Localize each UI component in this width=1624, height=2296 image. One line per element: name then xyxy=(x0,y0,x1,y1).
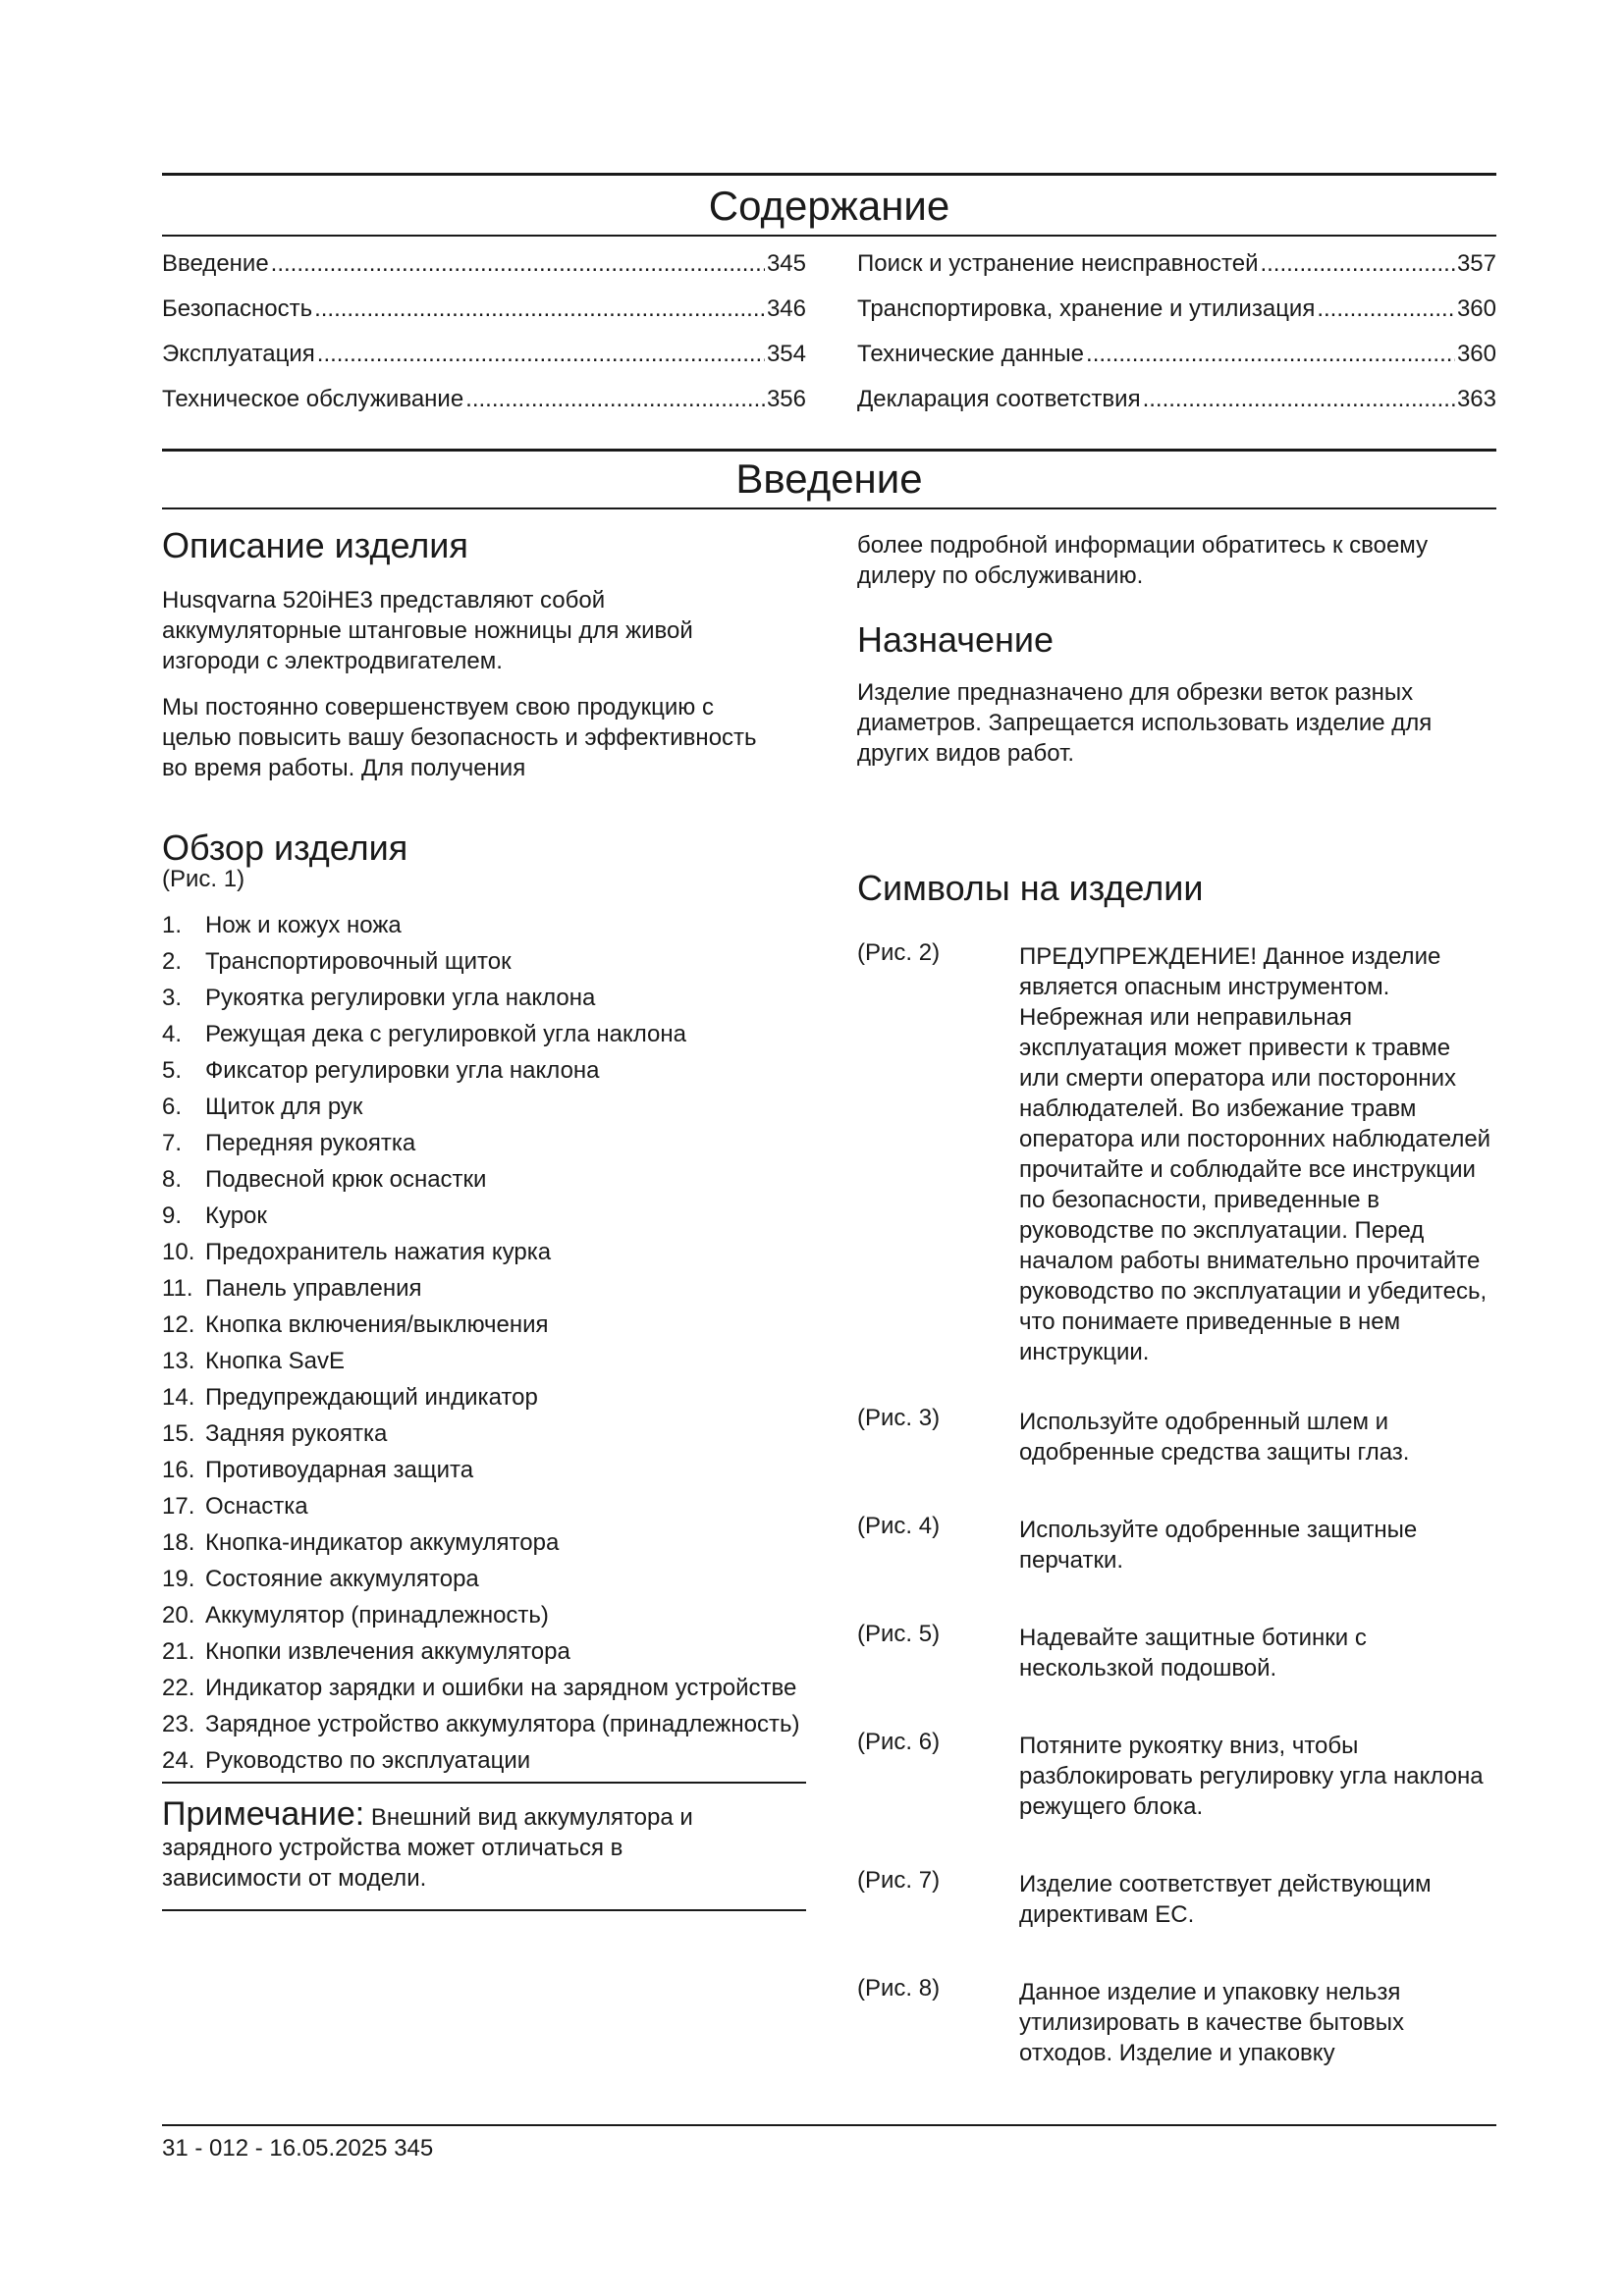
overview-item-text: Панель управления xyxy=(205,1275,422,1302)
overview-item-number: 18. xyxy=(162,1529,195,1556)
symbol-description: Данное изделие и упаковку нельзя утилизировать в качестве бытовых отходов. Изделие и упаковку xyxy=(1019,1979,1405,2066)
symbol-description: Используйте одобренные защитные перчатки. xyxy=(1019,1517,1418,1574)
intro-title-rule xyxy=(162,507,1496,509)
symbol-figure-ref: (Рис. 7) xyxy=(857,1867,941,1894)
overview-item-number: 3. xyxy=(162,985,183,1011)
overview-item xyxy=(162,983,806,1013)
overview-item xyxy=(162,1128,806,1158)
symbol-figure-ref: (Рис. 5) xyxy=(857,1621,941,1647)
symbol-row xyxy=(857,1865,1496,1930)
overview-item xyxy=(162,1491,806,1522)
overview-item-text: Оснастка xyxy=(205,1493,308,1520)
overview-item xyxy=(162,1055,806,1086)
note-label: Примечание: xyxy=(162,1795,365,1833)
toc-top-rule xyxy=(162,173,1496,176)
symbols-heading: Символы на изделии xyxy=(857,868,1204,908)
right-column xyxy=(857,530,1496,2068)
purpose-heading: Назначение xyxy=(857,619,1055,660)
symbol-description: Надевайте защитные ботинки с нескользкой подошвой. xyxy=(1019,1625,1367,1682)
overview-item-text: Кнопка SavE xyxy=(205,1348,345,1374)
overview-item-number: 6. xyxy=(162,1094,183,1120)
description-paragraph: Мы постоянно совершенствуем свою продукцию с целью повысить вашу безопасность и эффективность во время работы. Для получения xyxy=(162,694,757,781)
toc-entry[interactable]: Безопасность ..... 346 xyxy=(162,294,806,340)
symbol-row xyxy=(857,1727,1496,1822)
overview-item-text: Транспортировочный щиток xyxy=(205,948,512,975)
toc-entry[interactable]: Поиск и устранение неисправностей ..... 357 xyxy=(857,249,1496,294)
overview-item-text: Рукоятка регулировки угла наклона xyxy=(205,985,596,1011)
overview-item-text: Предупреждающий индикатор xyxy=(205,1384,538,1411)
overview-item-text: Зарядное устройство аккумулятора (принадлежность) xyxy=(205,1711,800,1737)
overview-item-number: 8. xyxy=(162,1166,183,1193)
overview-item-number: 17. xyxy=(162,1493,195,1520)
symbol-description: Потяните рукоятку вниз, чтобы разблокировать регулировку угла наклона режущего блока. xyxy=(1019,1733,1484,1820)
overview-item-text: Подвесной крюк оснастки xyxy=(205,1166,487,1193)
overview-heading: Обзор изделия xyxy=(162,828,408,868)
toc-entry[interactable]: Декларация соответствия ..... 363 xyxy=(857,385,1496,430)
overview-item xyxy=(162,1309,806,1340)
symbol-row xyxy=(857,1619,1496,1683)
footer-code: 31 - 012 - 16.05.2025 xyxy=(162,2135,388,2162)
overview-item-number: 5. xyxy=(162,1057,183,1084)
overview-figure-ref: (Рис. 1) xyxy=(162,866,245,892)
overview-item xyxy=(162,910,806,940)
overview-item-text: Нож и кожух ножа xyxy=(205,912,402,938)
toc-title-rule xyxy=(162,235,1496,237)
overview-item-text: Противоударная защита xyxy=(205,1457,474,1483)
symbol-row xyxy=(857,1403,1496,1468)
note-top-rule xyxy=(162,1782,806,1784)
overview-item-text: Фиксатор регулировки угла наклона xyxy=(205,1057,600,1084)
symbol-row xyxy=(857,1973,1496,2068)
symbol-row xyxy=(857,937,1496,1367)
toc-entry[interactable]: Эксплуатация ..... 354 xyxy=(162,340,806,385)
symbol-figure-ref: (Рис. 4) xyxy=(857,1513,941,1539)
overview-item-text: Предохранитель нажатия курка xyxy=(205,1239,552,1265)
page-number: 345 xyxy=(394,2135,434,2162)
overview-item-number: 19. xyxy=(162,1566,195,1592)
overview-item xyxy=(162,1201,806,1231)
overview-item-number: 2. xyxy=(162,948,183,975)
intro-title: Введение xyxy=(735,455,923,502)
overview-item-number: 20. xyxy=(162,1602,195,1629)
overview-item xyxy=(162,1564,806,1594)
symbol-figure-ref: (Рис. 3) xyxy=(857,1405,941,1431)
overview-item-number: 12. xyxy=(162,1311,195,1338)
toc-entry[interactable]: Техническое обслуживание ..... 356 xyxy=(162,385,806,430)
note-block xyxy=(162,1795,751,1894)
symbols-list xyxy=(857,937,1496,2068)
overview-item xyxy=(162,1709,806,1739)
overview-item-text: Задняя рукоятка xyxy=(205,1420,388,1447)
symbol-description: Изделие соответствует действующим директивам ЕС. xyxy=(1019,1871,1432,1928)
overview-item-text: Режущая дека с регулировкой угла наклона xyxy=(205,1021,686,1047)
overview-item-number: 14. xyxy=(162,1384,195,1411)
overview-item-text: Индикатор зарядки и ошибки на зарядном устройстве xyxy=(205,1675,797,1701)
overview-item xyxy=(162,1636,806,1667)
left-column xyxy=(162,524,806,1911)
overview-item-number: 11. xyxy=(162,1275,193,1302)
overview-item xyxy=(162,1092,806,1122)
overview-item-number: 13. xyxy=(162,1348,195,1374)
overview-item xyxy=(162,1527,806,1558)
toc-left-column xyxy=(162,249,806,430)
symbol-description: ПРЕДУПРЕЖДЕНИЕ! Данное изделие является опасным инструментом. Небрежная или неправильная эксплуатация может привести к травме или смерти оператора или посторонних наблюдателей. Во избежание травм оператора или посторонних наблюдателей прочитайте и соблюдайте все инструкции по безопасности, приведенные в руководстве по эксплуатации. Перед началом работы внимательно прочитайте руководство по эксплуатации и убедитесь, что понимаете приведенные в нем инструкции. xyxy=(1019,943,1491,1365)
symbol-figure-ref: (Рис. 2) xyxy=(857,939,941,966)
page-footer xyxy=(162,2134,433,2163)
overview-item-text: Аккумулятор (принадлежность) xyxy=(205,1602,549,1629)
overview-item-text: Руководство по эксплуатации xyxy=(205,1747,531,1774)
symbol-description: Используйте одобренный шлем и одобренные средства защиты глаз. xyxy=(1019,1409,1410,1466)
overview-list xyxy=(162,910,806,1776)
overview-item-number: 22. xyxy=(162,1675,195,1701)
overview-item xyxy=(162,1745,806,1776)
note-bottom-rule xyxy=(162,1909,806,1911)
description-heading: Описание изделия xyxy=(162,525,468,565)
overview-item xyxy=(162,1019,806,1049)
overview-item xyxy=(162,1346,806,1376)
symbol-figure-ref: (Рис. 8) xyxy=(857,1975,941,2002)
overview-item-number: 10. xyxy=(162,1239,195,1265)
overview-item xyxy=(162,1600,806,1630)
overview-item-text: Кнопка-индикатор аккумулятора xyxy=(205,1529,560,1556)
description-continuation: более подробной информации обратитесь к своему дилеру по обслуживанию. xyxy=(857,532,1429,589)
overview-item xyxy=(162,1673,806,1703)
overview-item-number: 1. xyxy=(162,912,183,938)
description-paragraph: Husqvarna 520iHE3 представляют собой аккумуляторные штанговые ножницы для живой изгороди с электродвигателем. xyxy=(162,587,693,674)
overview-item xyxy=(162,946,806,977)
overview-item-text: Щиток для рук xyxy=(205,1094,363,1120)
overview-item-number: 16. xyxy=(162,1457,195,1483)
overview-item-text: Кнопка включения/выключения xyxy=(205,1311,549,1338)
overview-item-text: Кнопки извлечения аккумулятора xyxy=(205,1638,570,1665)
symbol-figure-ref: (Рис. 6) xyxy=(857,1729,941,1755)
toc-entry[interactable]: Транспортировка, хранение и утилизация ..... 360 xyxy=(857,294,1496,340)
symbol-row xyxy=(857,1511,1496,1575)
overview-item-number: 9. xyxy=(162,1202,183,1229)
overview-item-number: 21. xyxy=(162,1638,195,1665)
overview-item-number: 24. xyxy=(162,1747,195,1774)
overview-item-text: Состояние аккумулятора xyxy=(205,1566,479,1592)
overview-item xyxy=(162,1418,806,1449)
purpose-paragraph: Изделие предназначено для обрезки веток разных диаметров. Запрещается использовать изделие для других видов работ. xyxy=(857,679,1433,767)
overview-item xyxy=(162,1164,806,1195)
toc-right-column xyxy=(857,249,1496,430)
overview-item-number: 15. xyxy=(162,1420,195,1447)
overview-item xyxy=(162,1455,806,1485)
overview-item xyxy=(162,1237,806,1267)
overview-item-number: 23. xyxy=(162,1711,195,1737)
overview-item-text: Передняя рукоятка xyxy=(205,1130,416,1156)
overview-item xyxy=(162,1273,806,1304)
intro-top-rule xyxy=(162,449,1496,452)
overview-item-number: 4. xyxy=(162,1021,183,1047)
toc-title: Содержание xyxy=(708,183,950,229)
overview-item-number: 7. xyxy=(162,1130,183,1156)
overview-item-text: Курок xyxy=(205,1202,267,1229)
toc-entry[interactable]: Введение ..... 345 xyxy=(162,249,806,294)
toc-entry[interactable]: Технические данные ..... 360 xyxy=(857,340,1496,385)
footer-rule xyxy=(162,2124,1496,2126)
overview-item xyxy=(162,1382,806,1413)
note-text: Внешний вид аккумулятора и зарядного устройства может отличаться в зависимости от модели. xyxy=(162,1804,693,1892)
